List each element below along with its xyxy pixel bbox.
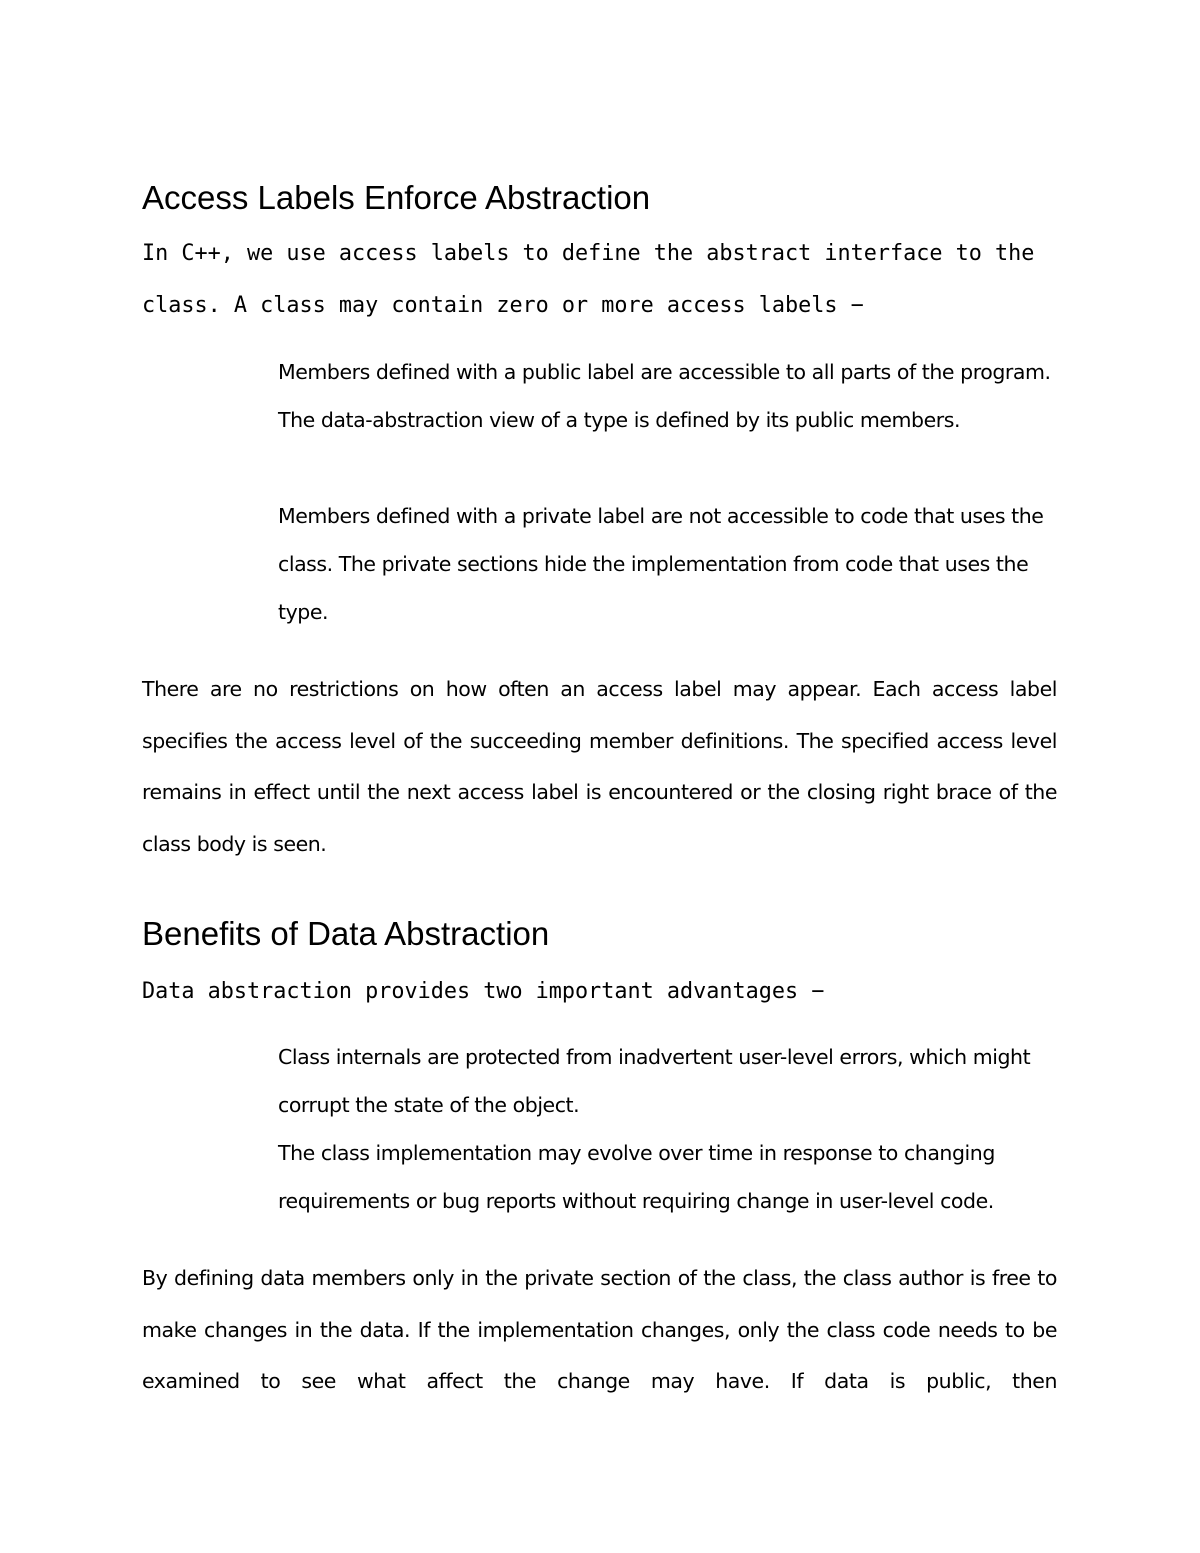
list-item-private-label: Members defined with a private label are not accessible to code that uses the class. The private sections hide the implementation from code that uses the type. xyxy=(278,504,1044,624)
section-heading-benefits: Benefits of Data Abstraction xyxy=(142,915,550,952)
section-intro-benefits: Data abstraction provides two important advantages − xyxy=(142,979,825,1004)
list-item-implementation-evolve: The class implementation may evolve over time in response to changing requirements or bug reports without requiring change in user-level code. xyxy=(278,1141,995,1213)
paragraph-private-data-members: By defining data members only in the private section of the class, the class author is free to make changes in the data. If the implementation changes, only the class code needs to be examined to see what affect the change may have. If data is public, then xyxy=(142,1266,1057,1393)
list-item-internals-protected: Class internals are protected from inadvertent user-level errors, which might corrupt the state of the object. xyxy=(278,1045,1031,1117)
section-heading-access-labels: Access Labels Enforce Abstraction xyxy=(142,179,651,216)
paragraph-access-label-rules: There are no restrictions on how often an access label may appear. Each access label specifies the access level of the succeeding member definitions. The specified access level remains in effect until the next access label is encountered or the closing right brace of the class body is seen. xyxy=(142,677,1057,856)
list-item-public-label: Members defined with a public label are accessible to all parts of the program. The data-abstraction view of a type is defined by its public members. xyxy=(278,360,1051,432)
section-intro-access-labels: In C++, we use access labels to define the abstract interface to the class. A class may contain zero or more access labels − xyxy=(142,241,1035,318)
